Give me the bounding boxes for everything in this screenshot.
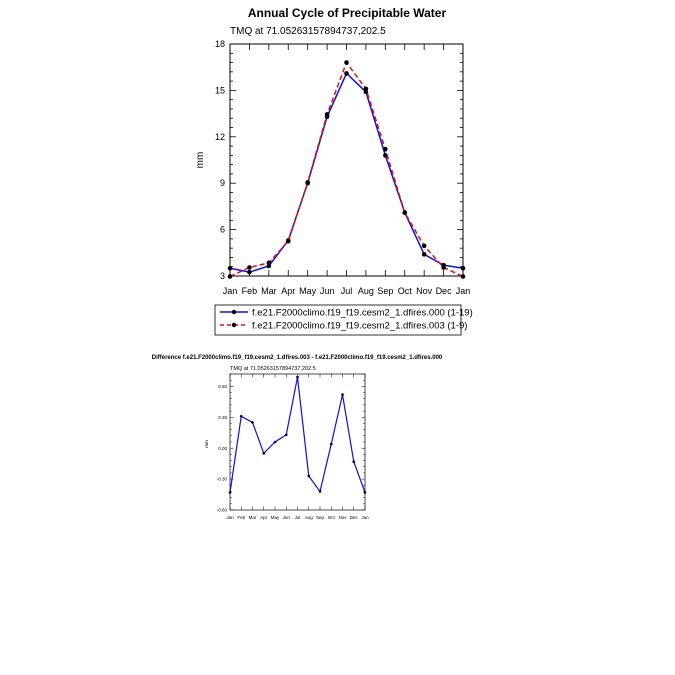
chart-title: Annual Cycle of Precipitable Water	[247, 6, 447, 20]
series-line-0	[230, 377, 365, 492]
x-tick-label: Aug	[304, 515, 313, 520]
series-0-point	[229, 491, 232, 494]
y-axis-label: mm	[195, 151, 206, 169]
y-tick-label: 6	[219, 224, 225, 235]
series-1-point	[364, 87, 369, 92]
series-1-point	[267, 261, 272, 266]
y-tick-label: 0.60	[218, 383, 227, 389]
series-0-point	[344, 71, 349, 76]
x-tick-label: Oct	[327, 515, 335, 520]
series-1-point	[305, 180, 310, 185]
legend	[215, 305, 473, 335]
x-tick-label: Dec	[435, 286, 452, 296]
x-tick-label: Feb	[237, 515, 246, 520]
x-tick-label: Apr	[260, 515, 268, 520]
y-tick-label: 12	[214, 131, 225, 142]
x-tick-label: Jan	[455, 286, 471, 296]
legend-marker-000	[232, 310, 236, 314]
y-tick-label: 3	[219, 271, 225, 281]
series-1-point	[344, 60, 349, 65]
series-0-point	[228, 266, 233, 271]
y-tick-label: 15	[214, 85, 225, 96]
series-1-point	[325, 112, 330, 117]
series-0-point	[240, 415, 243, 418]
series-line-0	[230, 73, 463, 272]
x-tick-label: Jul	[294, 515, 301, 520]
x-tick-label: Aug	[357, 286, 374, 296]
y-tick-label: 9	[219, 178, 225, 189]
series-0-point	[341, 393, 344, 396]
x-tick-label: Mar	[261, 286, 277, 296]
series-0-point	[251, 421, 254, 424]
series-0-point	[262, 452, 265, 455]
x-tick-label: Sep	[315, 515, 325, 520]
series-0-point	[461, 266, 466, 271]
legend-marker-003	[232, 323, 236, 327]
series-1-point	[461, 274, 466, 279]
y-tick-label: 18	[214, 39, 225, 49]
difference-plot-frame	[230, 374, 365, 510]
series-0-point	[307, 475, 310, 478]
x-tick-label: May	[270, 515, 280, 520]
x-tick-label: Sep	[377, 286, 394, 296]
x-tick-label: Jan	[226, 515, 234, 520]
difference-subtitle: TMQ at 71.05263157894737,202.5	[230, 366, 316, 372]
y-tick-label: -0.30	[216, 476, 227, 482]
x-tick-label: May	[299, 286, 317, 296]
series-0-point	[364, 491, 367, 494]
x-tick-label: Jan	[361, 515, 369, 520]
series-0-point	[247, 270, 252, 275]
x-tick-label: Nov	[338, 515, 347, 520]
chart-subtitle: TMQ at 71.05263157894737,202.5	[230, 26, 386, 37]
legend-label-003: f.e21.F2000climo.f19_f19.cesm2_1.dfires.003 (1-9)	[252, 320, 468, 332]
x-tick-label: Apr	[281, 286, 296, 296]
series-1-point	[441, 265, 446, 270]
x-tick-label: Nov	[416, 286, 433, 296]
difference-title: Difference f.e21.F2000climo.f19_f19.cesm2_1.dfires.003 - f.e21.F2000climo.f19_f19.cesm2_1.dfires.000	[151, 355, 443, 361]
series-1-point	[383, 147, 388, 152]
x-tick-label: Jan	[222, 286, 238, 296]
series-0-point	[330, 443, 333, 446]
x-tick-label: Feb	[241, 286, 258, 296]
series-1-point	[402, 210, 407, 215]
x-tick-label: Jun	[282, 515, 290, 520]
difference-chart	[152, 355, 443, 520]
main-chart	[195, 6, 473, 335]
series-0-point	[319, 490, 322, 493]
series-0-point	[422, 252, 427, 257]
x-tick-label: Jun	[319, 286, 335, 296]
plot-frame	[230, 44, 463, 276]
series-0-point	[274, 441, 277, 444]
series-1-point	[228, 274, 233, 279]
series-line-1	[230, 63, 463, 277]
series-1-point	[422, 244, 427, 249]
x-tick-label: Mar	[248, 515, 257, 520]
difference-y-axis-label: mm	[204, 440, 209, 448]
x-tick-label: Dec	[349, 515, 358, 520]
series-0-point	[296, 376, 299, 379]
series-0-point	[285, 433, 288, 436]
y-tick-label: 0.30	[218, 414, 227, 420]
series-1-point	[247, 265, 252, 270]
x-tick-label: Jul	[340, 286, 353, 296]
y-tick-label: 0.00	[218, 445, 227, 451]
legend-label-000: f.e21.F2000climo.f19_f19.cesm2_1.dfires.000 (1-19)	[252, 307, 473, 319]
x-tick-label: Oct	[397, 286, 412, 296]
y-tick-label: -0.60	[216, 507, 227, 513]
series-0-point	[352, 460, 355, 463]
series-1-point	[286, 239, 291, 244]
